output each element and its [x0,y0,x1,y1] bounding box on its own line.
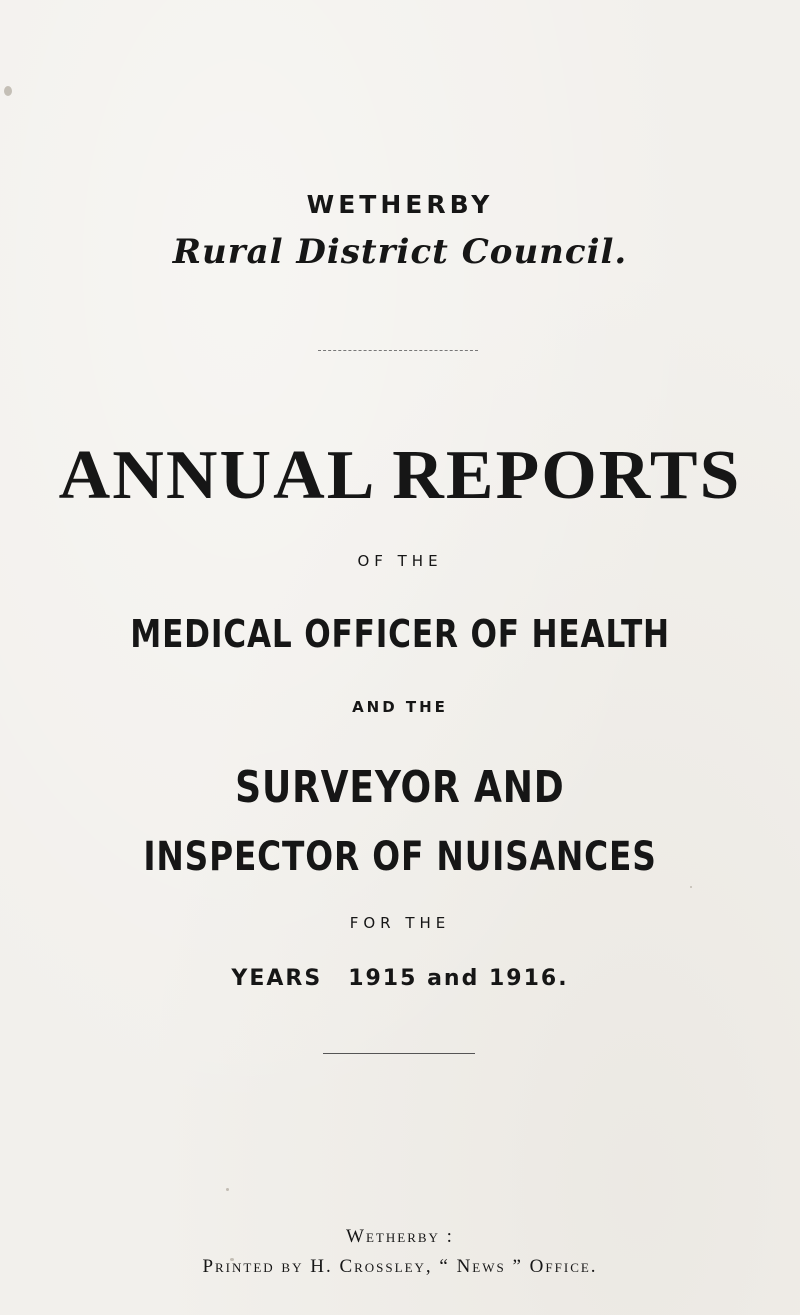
surveyor-text: SURVEYOR AND [235,762,565,813]
years-values: 1915 and 1916. [348,966,569,991]
surveyor-heading [0,762,800,813]
place-title: WETHERBY [306,190,494,219]
medical-officer-text: MEDICAL OFFICER OF HEALTH [130,612,670,656]
divider-rule [318,350,478,351]
annual-reports-heading: ANNUAL REPORTS [58,437,742,514]
paper-blemish [4,86,12,96]
paper-blemish [690,886,692,888]
of-the-text: OF THE [357,552,443,570]
years-line [0,966,800,991]
paper-blemish [226,1188,229,1191]
divider-rule [323,1053,475,1054]
imprint-printer: Printed by H. Crossley, “ News ” Office. [202,1256,598,1277]
imprint-town: Wetherby : [346,1226,454,1247]
council-title: Rural District Council. [172,232,628,272]
medical-officer-heading [0,612,800,656]
inspector-text: INSPECTOR OF NUISANCES [143,834,657,880]
and-the-text: AND THE [352,698,448,716]
years-word: YEARS [231,966,323,991]
inspector-heading [0,834,800,880]
for-the-text: FOR THE [349,914,451,932]
